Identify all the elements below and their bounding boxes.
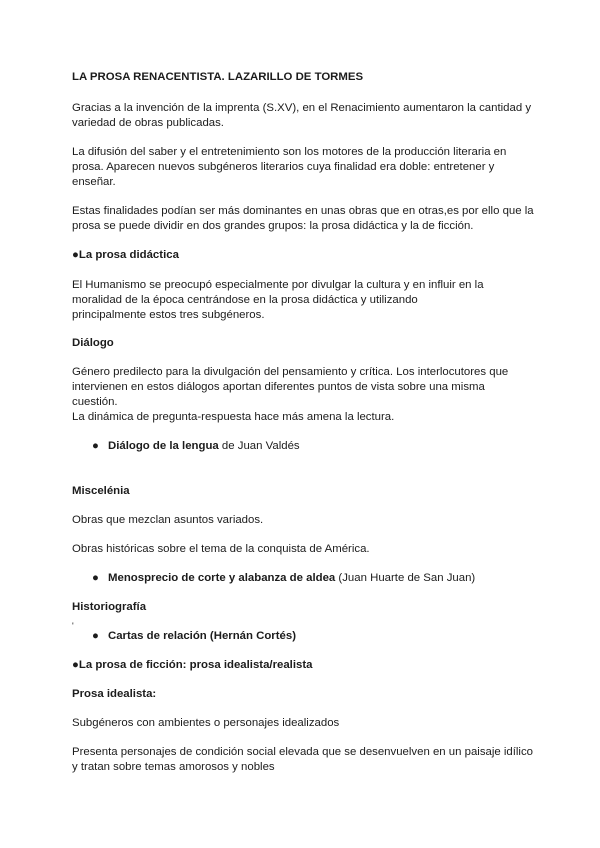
page-title: LA PROSA RENACENTISTA. LAZARILLO DE TORMES (72, 71, 364, 83)
miscelania-list-item (108, 571, 548, 586)
section-heading-ficcion: ●La prosa de ficción: prosa idealista/realista (72, 659, 313, 671)
list-item-author: de Juan Valdés (218, 440, 300, 452)
text-line: cuestión. (72, 396, 118, 408)
bullet-icon: ● (92, 630, 99, 642)
text-line: principalmente estos tres subgéneros. (72, 309, 265, 321)
section-heading-dialogo: Diálogo (72, 337, 114, 349)
text-line: Gracias a la invención de la imprenta (S.XV), en el Renacimiento aumentaron la cantidad y (72, 102, 532, 114)
idealista-paragraph-2 (72, 745, 542, 775)
section-heading-miscelania: Miscelénia (72, 485, 130, 497)
text-line: intervienen en estos diálogos aportan diferentes puntos de vista sobre una misma (72, 381, 485, 393)
text-line: y tratan sobre temas amorosos y nobles (72, 761, 275, 773)
historiografia-list-item: Cartas de relación (Hernán Cortés) (108, 630, 297, 642)
text-line: variedad de obras publicadas. (72, 117, 224, 129)
text-line: prosa. Aparecen nuevos subgéneros literarios cuya finalidad era doble: entretener y (72, 161, 495, 173)
intro-paragraph-1 (72, 101, 542, 131)
list-item-title: Menosprecio de corte y alabanza de aldea (108, 572, 336, 584)
stray-mark: ' (72, 621, 74, 631)
idealista-paragraph-1: Subgéneros con ambientes o personajes idealizados (72, 717, 340, 729)
dialogo-paragraph (72, 365, 542, 425)
list-item-author: (Juan Huarte de San Juan) (335, 572, 476, 584)
text-line: Presenta personajes de condición social elevada que se desenvuelven en un paisaje idílico (72, 746, 533, 758)
section-heading-idealista: Prosa idealista: (72, 688, 157, 700)
section-heading-historiografia: Historiografía (72, 601, 147, 613)
text-line: prosa se puede dividir en dos grandes grupos: la prosa didáctica y la de ficción. (72, 220, 474, 232)
bullet-icon: ● (92, 572, 99, 584)
dialogo-list-item (108, 439, 548, 454)
text-line: La dinámica de pregunta-respuesta hace más amena la lectura. (72, 411, 395, 423)
text-line: Estas finalidades podían ser más dominantes en unas obras que en otras,es por ello que la (72, 205, 534, 217)
text-line: Género predilecto para la divulgación del pensamiento y crítica. Los interlocutores que (72, 366, 509, 378)
section-heading-didactica: ●La prosa didáctica (72, 249, 179, 261)
bullet-icon: ● (92, 440, 99, 452)
text-line: moralidad de la época centrándose en la prosa didáctica y utilizando (72, 294, 418, 306)
intro-paragraph-2 (72, 145, 542, 190)
miscelania-paragraph-1: Obras que mezclan asuntos variados. (72, 514, 264, 526)
didactica-paragraph (72, 278, 542, 323)
miscelania-paragraph-2: Obras históricas sobre el tema de la conquista de América. (72, 543, 370, 555)
list-item-title: Diálogo de la lengua (108, 440, 219, 452)
text-line: enseñar. (72, 176, 116, 188)
text-line: La difusión del saber y el entretenimiento son los motores de la producción literaria en (72, 146, 507, 158)
text-line: El Humanismo se preocupó especialmente por divulgar la cultura y en influir en la (72, 279, 484, 291)
intro-paragraph-3 (72, 204, 542, 234)
